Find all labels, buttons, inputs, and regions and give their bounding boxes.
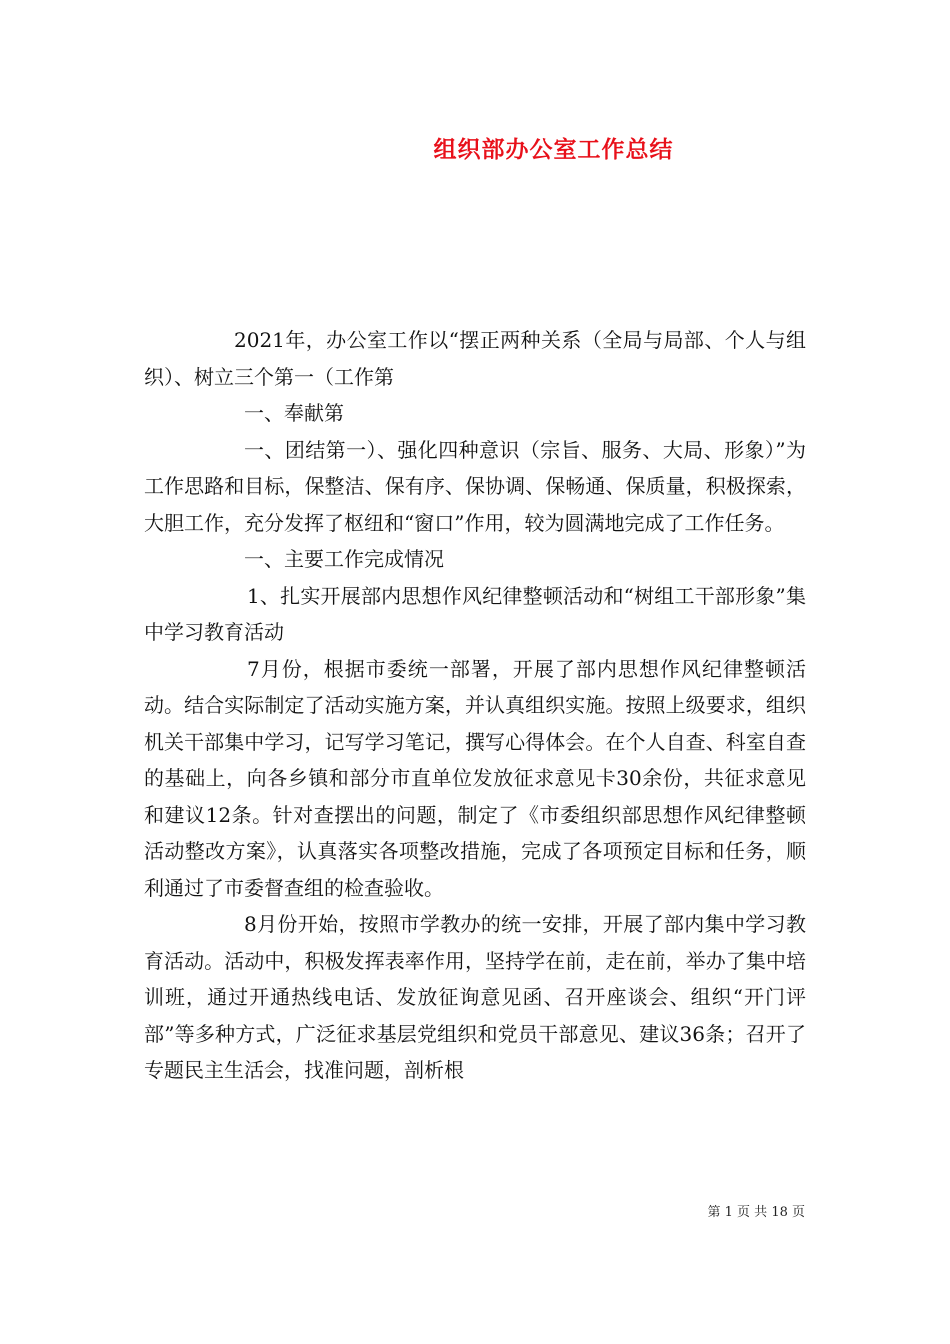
document-body xyxy=(144,322,806,1089)
paragraph-intro: 2021年，办公室工作以“摆正两种关系（全局与局部、个人与组织）、树立三个第一（工作第 xyxy=(144,328,806,389)
subsection-heading: 1、扎实开展部内思想作风纪律整顿活动和“树组工干部形象”集中学习教育活动 xyxy=(144,583,806,644)
section-heading: 一、主要工作完成情况 xyxy=(244,547,444,571)
paragraph-august: 8月份开始，按照市学教办的统一安排，开展了部内集中学习教育活动。活动中，积极发挥表率作用，坚持学在前，走在前，举办了集中培训班，通过开通热线电话、发放征询意见函、召开座谈会、组织“开门评部”等多种方式，广泛征求基层党组织和党员干部意见、建议36条；召开了专题民主生活会，找准问题，剖析根 xyxy=(144,912,806,1082)
paragraph-july: 7月份，根据市委统一部署，开展了部内思想作风纪律整顿活动。结合实际制定了活动实施方案，并认真组织实施。按照上级要求，组织机关干部集中学习，记写学习笔记，撰写心得体会。在个人自查、科室自查的基础上，向各乡镇和部分市直单位发放征求意见卡30余份，共征求意见和建议12条。针对查摆出的问题，制定了《市委组织部思想作风纪律整顿活动整改方案》，认真落实各项整改措施，完成了各项预定目标和任务，顺利通过了市委督查组的检查验收。 xyxy=(144,656,806,900)
page-title: 组织部办公室工作总结 xyxy=(433,136,674,163)
paragraph-continuation: 一、团结第一）、强化四种意识（宗旨、服务、大局、形象）”为工作思路和目标，保整洁、保有序、保协调、保畅通、保质量，积极探索，大胆工作，充分发挥了枢纽和“窗口”作用，较为圆满地完成了工作任务。 xyxy=(144,437,806,535)
paragraph-fragment: 一、奉献第 xyxy=(244,401,344,425)
page-number: 第 1 页 共 18 页 xyxy=(707,1205,805,1220)
